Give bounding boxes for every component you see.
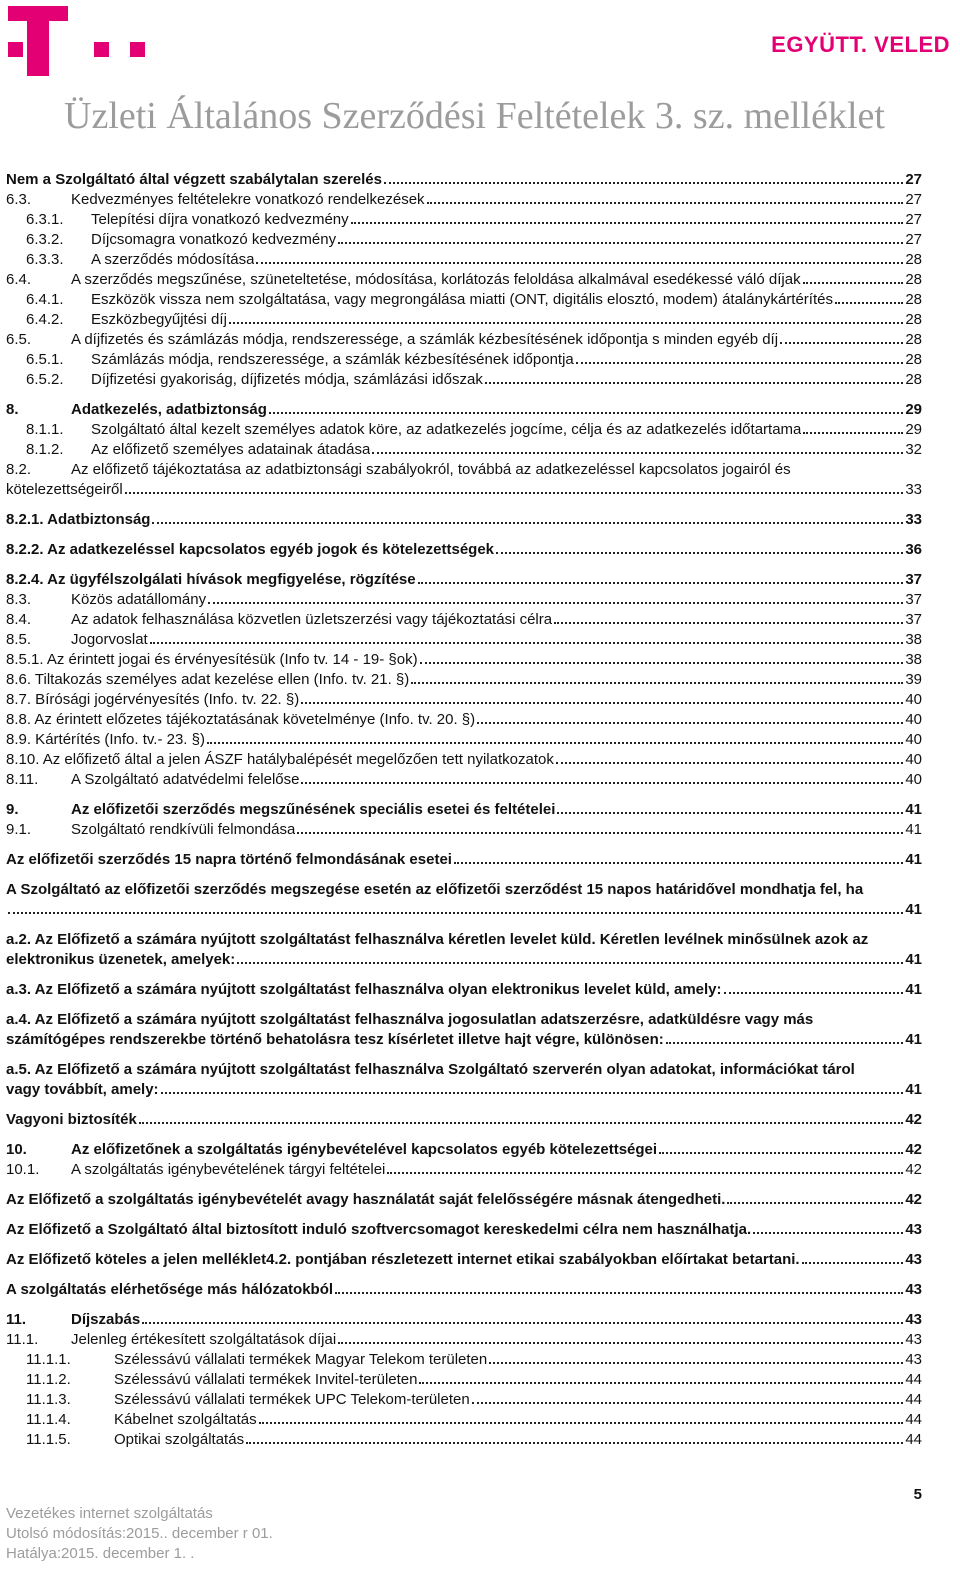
toc-entry[interactable]: 6.4.1. Eszközök vissza nem szolgáltatása, vagy megrongálása miatti (ONT, digitális elosztó, modem) átalánykártérítés 28	[26, 291, 922, 308]
toc-entry[interactable]: 9. Az előfizetői szerződés megszűnésének speciális esetei és feltételei 41	[6, 801, 922, 818]
toc-entry[interactable]: A szolgáltatás elérhetősége más hálózatokból 43	[6, 1281, 922, 1298]
toc-entry[interactable]: 10.1. A szolgáltatás igénybevételének tárgyi feltételei 42	[6, 1161, 922, 1178]
toc-entry[interactable]: 8.1.1. Szolgáltató által kezelt személyes adatok köre, az adatkezelés jogcíme, célja és az adatkezelés időtartama 29	[26, 421, 922, 438]
toc-entry[interactable]: 8.7. Bírósági jogérvényesítés (Info. tv. 22. §) 40	[6, 691, 922, 708]
toc-entry[interactable]: Vagyoni biztosíték 42	[6, 1111, 922, 1128]
toc-entry[interactable]: 6.5. A díjfizetés és számlázás módja, rendszeressége, a számlák kézbesítésének időpontja s minden egyéb díj 28	[6, 331, 922, 348]
telekom-logo	[8, 6, 140, 76]
document-footer	[6, 1504, 273, 1564]
toc-entry[interactable]: 8.2. Az előfizető tájékoztatása az adatbiztonsági szabályokról, továbbá az adatkezeléssel kapcsolatos jogairól és kötelezettségeiről 33	[6, 461, 922, 498]
toc-entry[interactable]: 9.1. Szolgáltató rendkívüli felmondása 41	[6, 821, 922, 838]
toc-entry[interactable]: 8.2.2. Az adatkezeléssel kapcsolatos egyéb jogok és kötelezettségek 36	[6, 541, 922, 558]
toc-entry[interactable]: Az Előfizető a Szolgáltató által biztosított induló szoftvercsomagot kereskedelmi célra nem használhatja. 43	[6, 1221, 922, 1238]
toc-entry[interactable]: 11.1.2. Szélessávú vállalati termékek Invitel-területen 44	[26, 1371, 922, 1388]
toc-entry[interactable]: 8.5.1. Az érintett jogai és érvényesítésük (Info tv. 14 - 19- §ok) 38	[6, 651, 922, 668]
toc-entry[interactable]: 8.1.2. Az előfizető személyes adatainak átadása 32	[26, 441, 922, 458]
toc-entry[interactable]: 6.4.2. Eszközbegyűjtési díj 28	[26, 311, 922, 328]
toc-entry[interactable]: Az Előfizető köteles a jelen melléklet4.2. pontjában részletezett internet etikai szabályokban előírtakat betartani. 43	[6, 1251, 922, 1268]
toc-entry[interactable]: Az előfizetői szerződés 15 napra történő felmondásának esetei 41	[6, 851, 922, 868]
toc-entry[interactable]: 11.1.3. Szélessávú vállalati termékek UPC Telekom-területen 44	[26, 1391, 922, 1408]
toc-entry[interactable]: 6.4. A szerződés megszűnése, szüneteltetése, módosítása, korlátozás feloldása alkalmával esedékessé váló díjak 28	[6, 271, 922, 288]
toc-entry[interactable]: a.4. Az Előfizető a számára nyújtott szolgáltatást felhasználva jogosulatlan adatszerzésre, adatküldésre vagy más számítógépes rendszerekbe történő behatolásra tesz kísérletet illetve hajt végre, különösen: 41	[6, 1011, 922, 1048]
footer-service: Vezetékes internet szolgáltatás	[6, 1505, 213, 1522]
toc-entry[interactable]: 8.3. Közös adatállomány 37	[6, 591, 922, 608]
toc-entry[interactable]: 8.2.1. Adatbiztonság 33	[6, 511, 922, 528]
toc-entry[interactable]: Az Előfizető a szolgáltatás igénybevételét avagy használatát saját felelősségére másnak átengedheti. 42	[6, 1191, 922, 1208]
toc-entry[interactable]: 8. Adatkezelés, adatbiztonság 29	[6, 401, 922, 418]
footer-last-modified: Utolsó módosítás:2015.. december r 01.	[6, 1525, 273, 1542]
toc-entry[interactable]: a.3. Az Előfizető a számára nyújtott szolgáltatást felhasználva olyan elektronikus levelet küld, amely: 41	[6, 981, 922, 998]
toc-entry[interactable]: 8.11. A Szolgáltató adatvédelmi felelőse 40	[6, 771, 922, 788]
page-number: 5	[913, 1486, 922, 1503]
toc-entry[interactable]: 8.5. Jogorvoslat 38	[6, 631, 922, 648]
document-title: Üzleti Általános Szerződési Feltételek 3. sz. melléklet	[64, 95, 885, 137]
table-of-contents	[6, 170, 922, 1450]
toc-entry[interactable]: 8.6. Tiltakozás személyes adat kezelése ellen (Info. tv. 21. §) 39	[6, 671, 922, 688]
toc-entry[interactable]: a.5. Az Előfizető a számára nyújtott szolgáltatást felhasználva Szolgáltató szerverén olyan adatokat, információkat tárol vagy továbbít, amely: 41	[6, 1061, 922, 1098]
toc-entry[interactable]: A Szolgáltató az előfizetői szerződés megszegése esetén az előfizetői szerződést 15 napos határidővel mondhatja fel, ha 41	[6, 881, 922, 918]
toc-entry[interactable]: 6.5.1. Számlázás módja, rendszeressége, a számlák kézbesítésének időpontja 28	[26, 351, 922, 368]
toc-entry[interactable]: 11. Díjszabás 43	[6, 1311, 922, 1328]
toc-entry[interactable]: 8.2.4. Az ügyfélszolgálati hívások megfigyelése, rögzítése 37	[6, 571, 922, 588]
slogan: EGYÜTT. VELED	[771, 32, 950, 57]
toc-entry[interactable]: 8.10. Az előfizető által a jelen ÁSZF hatálybalépését megelőzően tett nyilatkozatok 40	[6, 751, 922, 768]
toc-entry[interactable]: a.2. Az Előfizető a számára nyújtott szolgáltatást felhasználva kéretlen levelet küld. Kéretlen levélnek minősülnek azok az elektronikus üzenetek, amelyek: 41	[6, 931, 922, 968]
toc-entry[interactable]: 8.8. Az érintett előzetes tájékoztatásának követelménye (Info. tv. 20. §) 40	[6, 711, 922, 728]
toc-entry[interactable]: 8.9. Kártérítés (Info. tv.- 23. §) 40	[6, 731, 922, 748]
toc-entry[interactable]: 11.1.4. Kábelnet szolgáltatás 44	[26, 1411, 922, 1428]
toc-entry[interactable]: 11.1.5. Optikai szolgáltatás 44	[26, 1431, 922, 1448]
toc-entry[interactable]: 11.1.1. Szélessávú vállalati termékek Magyar Telekom területen 43	[26, 1351, 922, 1368]
toc-entry[interactable]: 6.3.1. Telepítési díjra vonatkozó kedvezmény 27	[26, 211, 922, 228]
toc-entry[interactable]: 6.5.2. Díjfizetési gyakoriság, díjfizetés módja, számlázási időszak 28	[26, 371, 922, 388]
toc-entry[interactable]: 6.3.2. Díjcsomagra vonatkozó kedvezmény 27	[26, 231, 922, 248]
toc-entry[interactable]: 10. Az előfizetőnek a szolgáltatás igénybevételével kapcsolatos egyéb kötelezettségei 42	[6, 1141, 922, 1158]
toc-entry[interactable]: 11.1. Jelenleg értékesített szolgáltatások díjai 43	[6, 1331, 922, 1348]
toc-entry[interactable]: 8.4. Az adatok felhasználása közvetlen üzletszerzési vagy tájékoztatási célra 37	[6, 611, 922, 628]
toc-entry[interactable]: 6.3. Kedvezményes feltételekre vonatkozó rendelkezések 27	[6, 191, 922, 208]
toc-entry[interactable]: 6.3.3. A szerződés módosítása 28	[26, 251, 922, 268]
toc-entry[interactable]: Nem a Szolgáltató által végzett szabálytalan szerelés 27	[6, 171, 922, 188]
footer-effective-date: Hatálya:2015. december 1. .	[6, 1545, 195, 1562]
